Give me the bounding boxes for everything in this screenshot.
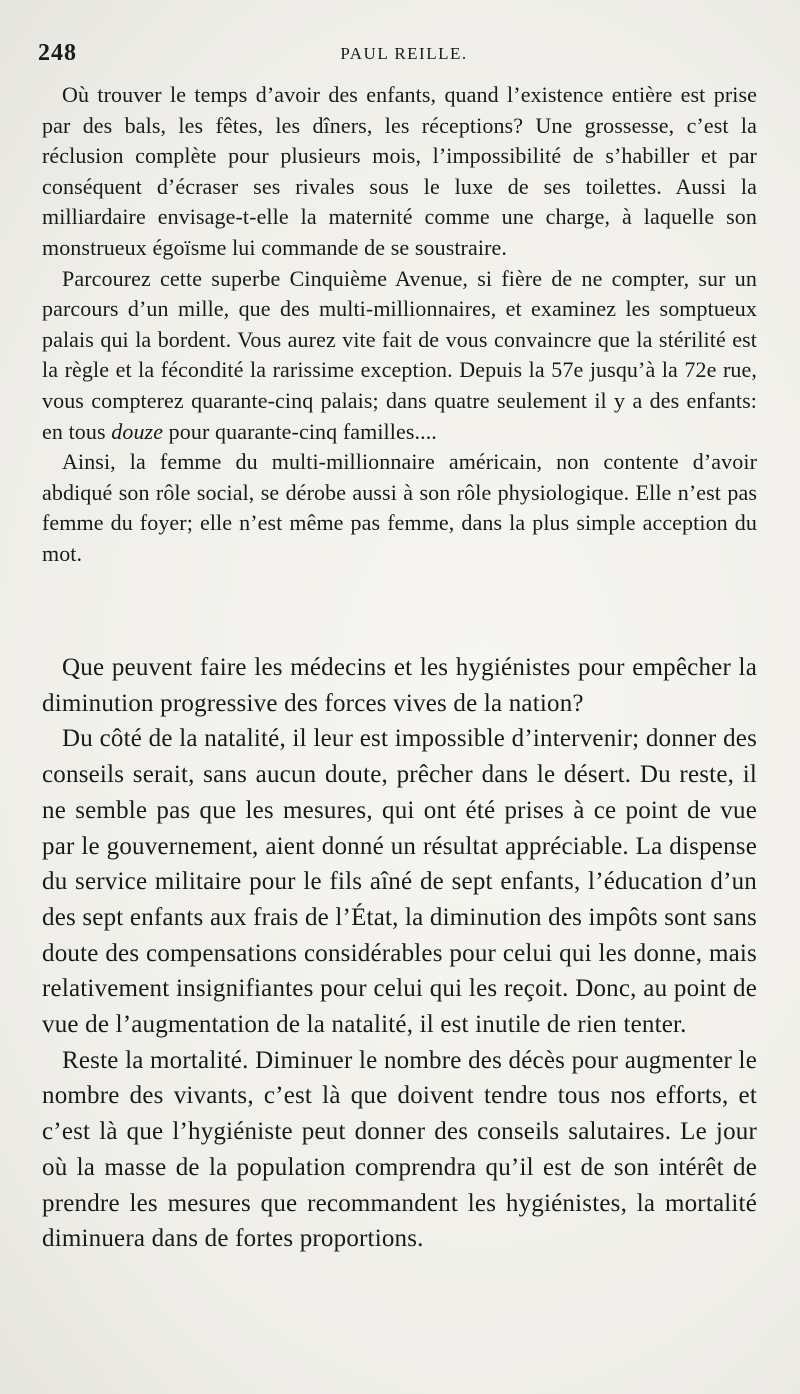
- paragraph-maternity: Où trouver le temps d’avoir des enfants, quand l’existence entière est prise par des bals, les fêtes, les dîners, les réceptions? Une grossesse, c’est la réclusion complète pour plusieurs mois, l’impossibilité de s’habiller et par conséquent d’écraser ses rivales sous le luxe de ses toilettes. Aussi la milliardaire envisage-t-elle la maternité comme une charge, à laquelle son monstrueux égoïsme lui commande de se soustraire.: [42, 82, 757, 260]
- paragraph-mortality: Reste la mortalité. Diminuer le nombre des décès pour augmenter le nombre des vivants, c’est là que doivent tendre tous nos efforts, et c’est là que l’hygiéniste peut donner des conseils salutaires. Le jour où la masse de la population comprendra qu’il est de son intérêt de prendre les mesures que recommandent les hygiénistes, la mortalité diminuera dans de fortes proportions.: [42, 1046, 757, 1253]
- paragraph-fifth-avenue-text: Parcourez cette superbe Cinquième Avenue, si fière de ne compter, sur un parcours d’un mille, que des multi-millionnaires, et examinez les somptueux palais qui la bordent. Vous aurez vite fait de vous convaincre que la stérilité est la règle et la fécondité la rarissime exception. Depuis la 57e jusqu’à la 72e rue, vous compterez quarante-cinq palais; dans quatre seulement il y a des enfants: en tous: [42, 265, 757, 444]
- paragraph-natality: Du côté de la natalité, il leur est impossible d’intervenir; donner des conseils serait, sans aucun doute, prêcher dans le désert. Du reste, il ne semble pas que les mesures, qui ont été prises à ce point de vue par le gouvernement, aient donné un résultat appréciable. La dispense du service militaire pour le fils aîné de sept enfants, l’éducation d’un des sept enfants aux frais de l’État, la diminution des impôts sont sans doute des compensations considérables pour celui qui les donne, mais relativement insignifiantes pour celui qui les reçoit. Donc, au point de vue de l’augmentation de la natalité, il est inutile de rien tenter.: [42, 725, 757, 1039]
- paragraph-fifth-avenue: [42, 264, 757, 448]
- body-section-large: [42, 650, 757, 1257]
- paragraph-fifth-avenue-end: pour quarante-cinq familles....: [163, 418, 437, 444]
- running-head: PAUL REILLE.: [340, 44, 468, 63]
- body-section-small: [42, 80, 757, 570]
- emphasis-douze: douze: [111, 418, 164, 444]
- page-header: [28, 40, 760, 70]
- paragraph-question: Que peuvent faire les médecins et les hygiénistes pour empêcher la diminution progressive des forces vives de la nation?: [42, 654, 757, 717]
- page-number: 248: [38, 40, 77, 66]
- paragraph-american-woman: Ainsi, la femme du multi-millionnaire américain, non contente d’avoir abdiqué son rôle social, se dérobe aussi à son rôle physiologique. Elle n’est pas femme du foyer; elle n’est même pas femme, dans la plus simple acception du mot.: [42, 449, 757, 566]
